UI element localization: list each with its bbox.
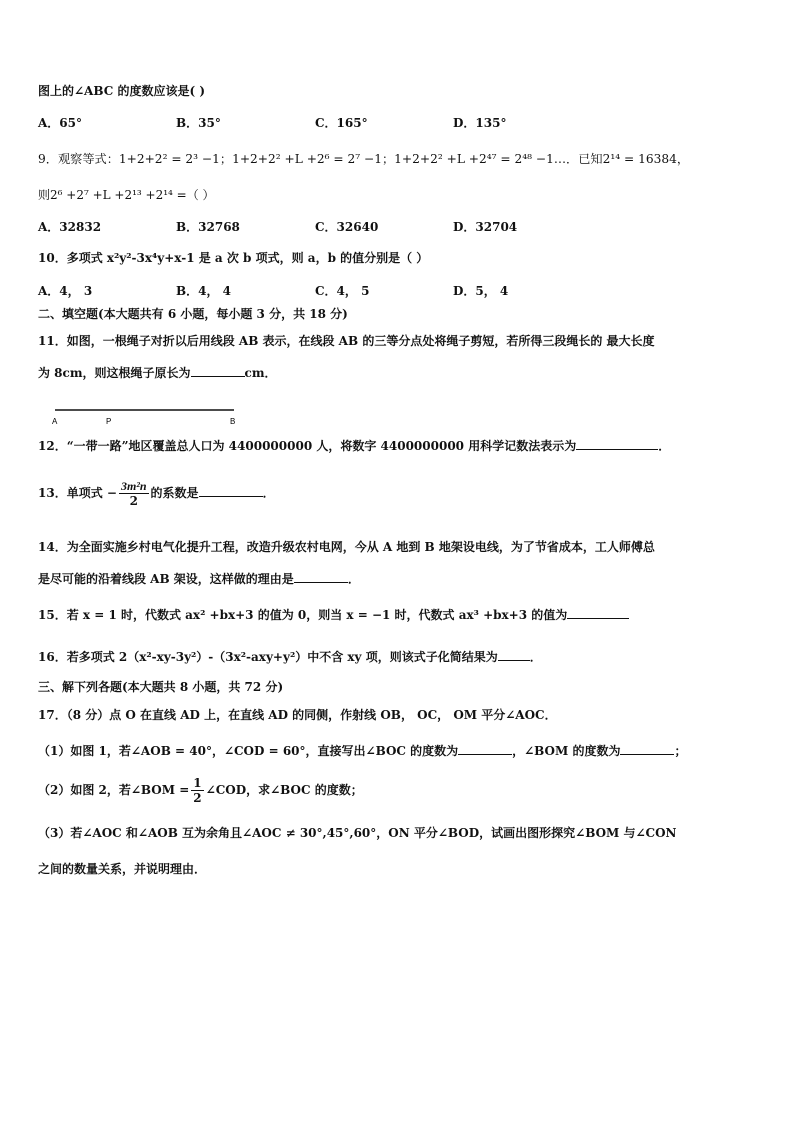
q16-end: ．: [529, 650, 542, 664]
q14-line1: 14．为全面实施乡村电气化提升工程，改造升级农村电网，今从 A 地到 B 地架设电线，为了节省成本，工人师傅总: [38, 540, 655, 554]
q17-bom-blank[interactable]: [620, 742, 674, 755]
q16-stem: 16．若多项式 2（x²-xy-3y²）-（3x²-axy+y²）中不含 xy 项，则该式子化简结果为: [38, 650, 498, 664]
q14-answer-blank[interactable]: [294, 570, 348, 583]
q8-option-a: A．65°: [38, 116, 83, 130]
q9-option-b: B．32768: [176, 220, 240, 234]
q13-numerator: 3m²n: [120, 479, 147, 493]
q10-stem: 10．多项式 x²y²-3x⁴y+x-1 是 a 次 b 项式，则 a，b 的值分别是（ ）: [38, 251, 429, 265]
q17-part2-fraction: [191, 776, 203, 805]
q9-option-d: D．32704: [453, 220, 518, 234]
q14-line2: [38, 570, 360, 588]
q12-stem-line: [38, 437, 670, 455]
q17-part3-line1: （3）若∠AOC 和∠AOB 互为余角且∠AOC ≠ 30°,45°,60°，ON 平分∠BOD，试画出图形探究∠BOM 与∠CON: [38, 826, 677, 840]
q17-part1-end: ；: [674, 744, 687, 758]
q16-line: [38, 648, 542, 666]
section3-heading: 三、解下列各题(本大题共 8 小题，共 72 分): [38, 680, 284, 694]
q17-part1-text-b: ，∠BOM 的度数为: [512, 744, 621, 758]
q13-suffix: 的系数是: [150, 486, 199, 500]
q10-option-a: A．4， 3: [38, 284, 93, 298]
point-b-label: B: [230, 417, 236, 426]
q11-line2-text: 为 8cm，则这根绳子原长为: [38, 366, 191, 380]
q9-option-a: A．32832: [38, 220, 102, 234]
q13-fraction: [119, 479, 149, 508]
q17-part2-text-b: ∠COD，求∠BOC 的度数；: [205, 783, 363, 797]
q8-stem: 图上的∠ABC 的度数应该是( ): [38, 84, 205, 98]
q15-answer-blank[interactable]: [567, 606, 629, 619]
q13-end: ．: [262, 486, 275, 500]
q11-line1: 11．如图，一根绳子对折以后用线段 AB 表示，在线段 AB 的三等分点处将绳子剪短，若所得三段绳长的 最大长度: [38, 334, 655, 348]
q17-part3-line2: 之间的数量关系，并说明理由．: [38, 862, 207, 876]
q12-end: ．: [658, 439, 671, 453]
q11-line2: [38, 364, 277, 382]
q10-option-c: C．4， 5: [315, 284, 370, 298]
q10-option-d: D．5， 4: [453, 284, 509, 298]
q17-part1-text: （1）如图 1，若∠AOB = 40°，∠COD = 60°，直接写出∠BOC 的度数为: [38, 744, 459, 758]
q13-denominator: 2: [129, 494, 138, 508]
q14-line2-text: 是尽可能的沿着线段 AB 架设，这样做的理由是: [38, 572, 294, 586]
q13-prefix: 13．单项式 −: [38, 486, 117, 500]
q8-option-b: B．35°: [176, 116, 221, 130]
q12-stem: 12．“一带一路”地区覆盖总人口为 4400000000 人，将数字 4400000000 用科学记数法表示为: [38, 439, 577, 453]
q16-answer-blank[interactable]: [498, 648, 530, 661]
q13-line: [38, 475, 275, 511]
point-p-label: P: [106, 417, 112, 426]
point-a-label: A: [52, 417, 58, 426]
segment-ab-diagram: [52, 404, 242, 428]
q8-option-d: D．135°: [453, 116, 507, 130]
q17-part1: [38, 742, 686, 760]
q13-answer-blank[interactable]: [199, 484, 263, 497]
q15-line: [38, 606, 629, 624]
q17-boc-blank[interactable]: [458, 742, 512, 755]
q17-part2-text: （2）如图 2，若∠BOM =: [38, 783, 190, 797]
section2-heading: 二、填空题(本大题共有 6 小题，每小题 3 分，共 18 分): [38, 307, 348, 321]
q17-part2-denominator: 2: [193, 791, 202, 805]
q10-option-b: B．4， 4: [176, 284, 232, 298]
q17-part2: [38, 772, 363, 808]
q11-answer-blank[interactable]: [191, 364, 245, 377]
q9-stem-line2: 则2⁶ +2⁷ +L +2¹³ +2¹⁴ =（ ）: [38, 188, 215, 202]
q15-stem: 15．若 x = 1 时，代数式 ax² +bx+3 的值为 0，则当 x = −1 时，代数式 ax³ +bx+3 的值为: [38, 608, 568, 622]
q17-part2-numerator: 1: [193, 776, 202, 790]
q9-option-c: C．32640: [315, 220, 379, 234]
q11-unit: cm．: [244, 366, 277, 380]
q8-option-c: C．165°: [315, 116, 368, 130]
q12-answer-blank[interactable]: [576, 437, 658, 450]
q14-end: ．: [347, 572, 360, 586]
q9-stem-line1: 9．观察等式：1+2+2² = 2³ −1；1+2+2² +L +2⁶ = 2⁷ −1；1+2+2² +L +2⁴⁷ = 2⁴⁸ −1…．已知2¹⁴ = 16384，: [38, 152, 690, 166]
q17-stem: 17．（8 分）点 O 在直线 AD 上，在直线 AD 的同侧，作射线 OB， OC， OM 平分∠AOC．: [38, 708, 557, 722]
